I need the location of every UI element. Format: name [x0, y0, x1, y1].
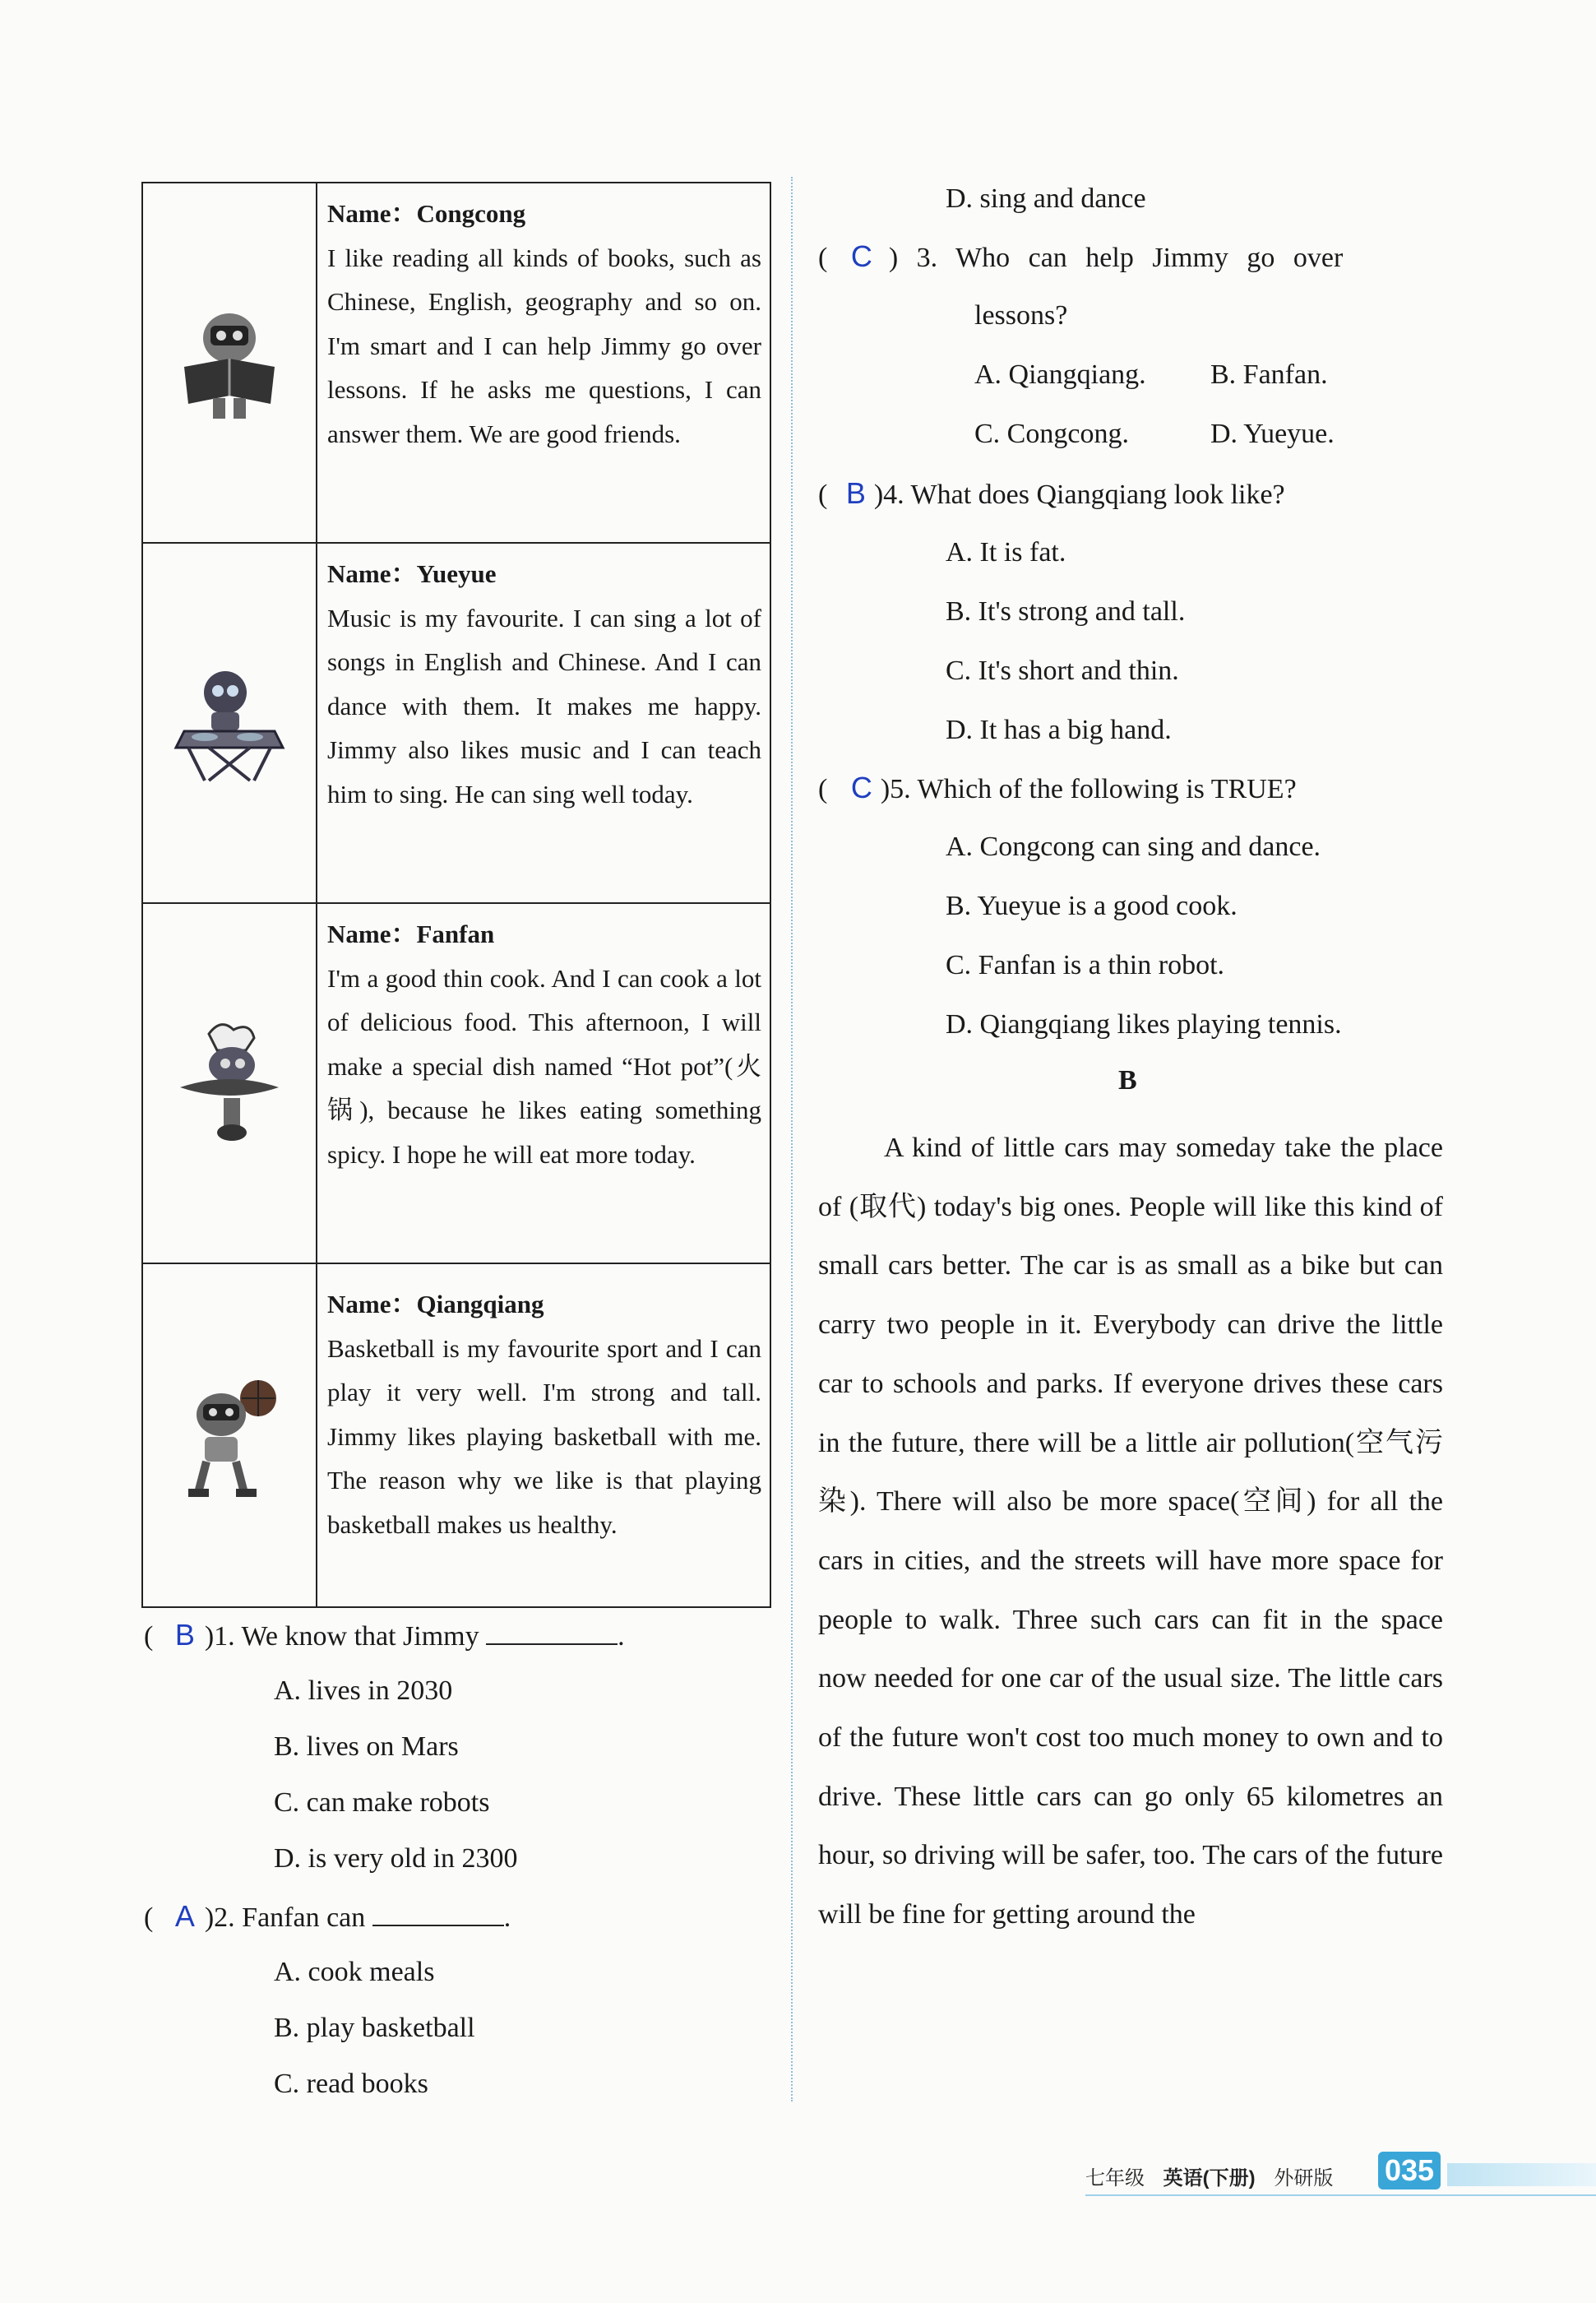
question-stem: )1. We know that Jimmy — [204, 1621, 479, 1652]
option: B. Yueyue is a good cook. — [946, 891, 1237, 921]
period: . — [503, 1902, 511, 1933]
answer-5: C — [850, 771, 872, 804]
option: D. It has a big hand. — [946, 715, 1172, 745]
answer-blank — [486, 1619, 618, 1645]
option: B. It's strong and tall. — [946, 596, 1186, 627]
option: A. lives in 2030 — [274, 1675, 453, 1706]
paren: ( — [144, 1902, 154, 1933]
answer-4: B — [845, 476, 866, 510]
option: C. It's short and thin. — [946, 656, 1179, 686]
robot-row-yueyue — [143, 542, 770, 902]
answer-blank — [372, 1900, 504, 1926]
footer-edition: 外研版 — [1274, 2167, 1334, 2189]
robot-description — [317, 544, 770, 902]
footer-line — [1085, 2194, 1596, 2196]
robot-image-dj — [143, 544, 317, 902]
question-stem: )4. What does Qiangqiang look like? — [873, 480, 1285, 510]
robot-image-reading — [143, 183, 317, 542]
footer — [1085, 2162, 1346, 2190]
robot-description — [317, 1264, 770, 1606]
question-2 — [144, 1900, 511, 1935]
option: B. play basketball — [274, 2013, 475, 2043]
footer-subject: 英语(下册) — [1163, 2167, 1256, 2189]
question-3 — [818, 240, 1343, 275]
option: C. can make robots — [274, 1787, 490, 1818]
option: D. sing and dance — [946, 183, 1146, 214]
paren: ( — [818, 243, 828, 273]
robot-name: Name：Congcong — [327, 199, 526, 228]
robot-row-qiangqiang — [143, 1263, 770, 1606]
option: B. lives on Mars — [274, 1731, 459, 1762]
robot-table — [141, 182, 771, 1608]
question-stem: )2. Fanfan can — [204, 1902, 366, 1933]
option: D. is very old in 2300 — [274, 1843, 518, 1874]
option: A. It is fat. — [946, 537, 1066, 568]
robot-row-congcong — [143, 183, 770, 542]
page-number: 035 — [1378, 2152, 1441, 2189]
period: . — [618, 1621, 625, 1652]
column-divider — [791, 177, 793, 2101]
robot-name: Name：Fanfan — [327, 920, 495, 948]
paren: ( — [818, 774, 828, 804]
paren: ( — [818, 480, 828, 510]
footer-decoration — [1447, 2163, 1596, 2186]
reading-passage — [818, 1119, 1443, 1944]
robot-body-text: I'm a good thin cook. And I can cook a lot of delicious food. This afternoon, I will make a special dish named “Hot pot”(火锅), because he likes eating something spicy. I hope he will eat more today. — [327, 963, 761, 1169]
question-5 — [818, 772, 1297, 806]
section-heading-b: B — [1118, 1065, 1137, 1096]
option: A. Qiangqiang. — [974, 359, 1146, 390]
option: B. Fanfan. — [1210, 359, 1328, 390]
question-stem-continued: lessons? — [974, 300, 1068, 331]
option: C. Congcong. — [974, 419, 1129, 449]
robot-description — [317, 183, 770, 542]
question-1 — [144, 1619, 625, 1653]
option: C. read books — [274, 2069, 428, 2099]
paren: ( — [144, 1621, 154, 1652]
option: C. Fanfan is a thin robot. — [946, 950, 1225, 980]
robot-image-chef — [143, 904, 317, 1263]
robot-name: Name：Yueyue — [327, 559, 497, 588]
robot-body-text: Basketball is my favourite sport and I can play it very well. I'm strong and tall. Jimmy likes playing basketball with me. The reason why we like is that playing basketball makes us healthy. — [327, 1333, 761, 1539]
footer-grade: 七年级 — [1085, 2167, 1145, 2189]
robot-row-fanfan — [143, 902, 770, 1263]
robot-name: Name：Qiangqiang — [327, 1290, 544, 1318]
robot-image-basketball — [143, 1264, 317, 1606]
answer-1: B — [174, 1618, 195, 1652]
question-stem: ) 3. Who can help Jimmy go over — [888, 243, 1344, 273]
option: D. Yueyue. — [1210, 419, 1335, 449]
answer-2: A — [174, 1899, 195, 1933]
robot-description — [317, 904, 770, 1263]
robot-body-text: Music is my favourite. I can sing a lot of songs in English and Chinese. And I can dance with them. It makes me happy. Jimmy also likes music and I can teach him to sing. He can sing well today. — [327, 603, 761, 809]
option: D. Qiangqiang likes playing tennis. — [946, 1009, 1342, 1040]
option: A. cook meals — [274, 1957, 435, 1987]
question-stem: )5. Which of the following is TRUE? — [880, 774, 1297, 804]
option: A. Congcong can sing and dance. — [946, 832, 1321, 862]
question-4 — [818, 477, 1285, 512]
robot-body-text: I like reading all kinds of books, such as Chinese, English, geography and so on. I'm smart and I can help Jimmy go over lessons. If he asks me questions, I can answer them. We are good friends. — [327, 243, 761, 448]
passage-paragraph: A kind of little cars may someday take the place of (取代) today's big ones. People will like this kind of small cars better. The car is as small as a bike but can carry two people in it. Everybody can drive the little car to schools and parks. If everyone drives these cars in the future, there will be a little air pollution(空气污染). There will also be more space(空间) for all the cars in cities, and the streets will have more space for people to walk. Three such cars can fit in the space now needed for one car of the usual size. The little cars of the future won't cost too much money to own and to drive. These little cars can go only 65 kilometres an hour, so driving will be safer, too. The cars of the future will be fine for getting around the — [818, 1133, 1443, 1930]
answer-3: C — [850, 239, 872, 273]
